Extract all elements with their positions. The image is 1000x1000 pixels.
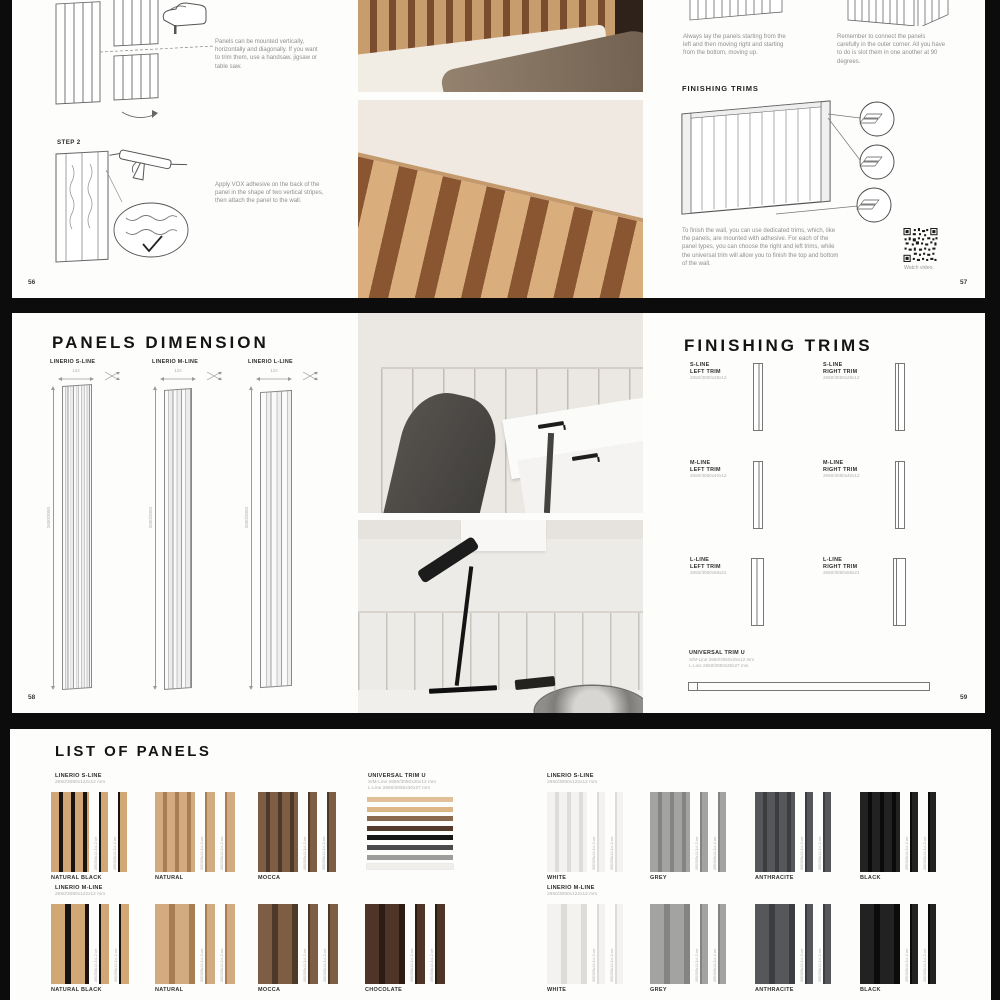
strip-caption: 265/305x12.2x1.2 cm (303, 836, 307, 870)
panel-swatch (365, 904, 405, 984)
strip-caption: 265/305x12.2x1.2 cm (800, 836, 804, 870)
trim-strip-natural (367, 797, 453, 802)
height-dimension: 2650/3050 (148, 507, 153, 529)
swatch-group-natural-black (51, 792, 127, 881)
panel-swatch (155, 904, 195, 984)
finishing-trims-subheading: FINISHING TRIMS (682, 84, 759, 93)
trim-side: LEFT TRIM (690, 563, 721, 570)
universal-trim-dims-1: S/M-Line 2650/3050x25x12 mm (368, 780, 436, 785)
swatch-group-chocolate-m (365, 904, 445, 993)
trim-dims: 2650/3050x56x21 (823, 570, 860, 576)
panel-strip (805, 792, 813, 872)
trim-line: M-LINE (690, 460, 711, 466)
panel-strip (225, 792, 235, 872)
panel-swatch (547, 904, 587, 984)
swatch-group-anthracite (755, 792, 831, 881)
width-dimension: 122 (270, 368, 278, 373)
trim-strip-black (367, 835, 453, 840)
dimension-column-s-line (46, 359, 136, 709)
trim-side: RIGHT TRIM (823, 368, 858, 375)
strip-caption: 265/305x12.2x1.2 cm (905, 948, 909, 982)
panel-swatch (860, 792, 900, 872)
swatch-group-white (547, 792, 623, 881)
qr-caption: Watch video. (904, 265, 934, 271)
strip-caption: 265/305x12.2x1.2 cm (818, 948, 822, 982)
strip-caption: 265/305x12.2x1.2 cm (695, 836, 699, 870)
trim-dims: 2650/3050x28x12 (823, 375, 860, 381)
panel-strip (119, 904, 129, 984)
panel-name: LINERIO L-LINE (248, 359, 293, 365)
strip-caption: 265/305x12.2x1.2 cm (610, 836, 614, 870)
mounting-note: Panels can be mounted vertically, horizontally and diagonally. If you want to trim them, use a handsaw, jigsaw or table saw. (215, 39, 318, 70)
panel-strip (928, 792, 936, 872)
height-dimension-line (53, 389, 54, 687)
swatch-label: ANTHRACITE (755, 875, 794, 881)
swatch-label: GREY (650, 987, 667, 993)
swatch-label: ANTHRACITE (755, 987, 794, 993)
panel-swatch (258, 792, 298, 872)
panel-swatch (51, 792, 89, 872)
panel-strip (308, 792, 317, 872)
panel-drawing-m-line (164, 388, 192, 690)
strip-caption: 265/305x12.2x1.2 cm (610, 948, 614, 982)
adhesive-note: Apply VOX adhesive on the back of the panel in the shape of two vertical stripes, then attach the panel to the wall. (215, 182, 324, 205)
panel-strip (597, 904, 605, 984)
universal-trim-label: UNIVERSAL TRIM U (368, 773, 426, 779)
strip-caption: 265/305x12.2x1.2 cm (323, 948, 327, 982)
panel-strip (700, 904, 708, 984)
swatch-label: WHITE (547, 875, 567, 881)
swatch-label: MOCCA (258, 987, 281, 993)
trim-line: L-LINE (690, 557, 710, 563)
trim-drawing-s-right (895, 363, 905, 431)
panel-swatch (650, 904, 690, 984)
panel-strip (700, 792, 708, 872)
panel-drawing-s-line (62, 384, 92, 690)
width-arrow (160, 376, 196, 382)
panel-swatch (860, 904, 900, 984)
trim-strip-white (367, 864, 453, 869)
section-s-line-wood: LINERIO S-LINE (55, 773, 102, 779)
cut-direction-icon (104, 370, 120, 382)
swatch-group-grey (650, 792, 726, 881)
height-dimension-line (155, 389, 156, 687)
panel-strip (99, 792, 108, 872)
panel-strip (615, 792, 623, 872)
section-dims: 2650/3050x122x12 mm (547, 892, 598, 897)
trim-line: S-LINE (823, 362, 843, 368)
qr-code (902, 228, 939, 262)
list-of-panels-title: LIST OF PANELS (55, 743, 212, 760)
trim-dims: 2650/3050x40x12 (690, 473, 727, 479)
panel-strip (718, 792, 726, 872)
panel-strip (225, 904, 235, 984)
finishing-note: To finish the wall, you can use dedicated trims, which, like the panels, are mounted with adhesive. For each of the panel types, you can choose the right and left trims, while the universal trim will allow you to finish the top and bottom of the wall. (682, 228, 839, 267)
trim-entry-m-right (823, 460, 895, 480)
universal-trim-dims-1: S/M-Line 2650/3050x25x12 mm (689, 657, 755, 662)
panel-cutting-illustration (42, 0, 232, 130)
panel-strip (597, 792, 605, 872)
strip-caption: 265/305x12.2x1.2 cm (220, 948, 224, 982)
swatch-label: GREY (650, 875, 667, 881)
section-s-line-solid: LINERIO S-LINE (547, 773, 594, 779)
trim-side: RIGHT TRIM (823, 466, 858, 473)
trim-drawing-m-right (895, 461, 905, 529)
swatch-label: BLACK (860, 987, 881, 993)
trim-dims: 2650/3050x56x21 (690, 570, 727, 576)
page-number-56: 56 (28, 279, 36, 286)
panel-strip (823, 792, 831, 872)
step-2-label: STEP 2 (57, 139, 81, 146)
height-dimension: 2650/3050 (46, 507, 51, 529)
adhesive-application-illustration (46, 148, 206, 273)
strip-caption: 265/305x12.2x1.2 cm (94, 948, 98, 982)
panel-strip (205, 904, 215, 984)
page-number-57: 57 (960, 279, 968, 286)
trim-drawing-s-left (753, 363, 763, 431)
width-arrow (256, 376, 292, 382)
strip-caption: 265/305x12.2x1.2 cm (905, 836, 909, 870)
panel-swatch (755, 904, 795, 984)
trim-drawing-l-right (893, 558, 906, 626)
trim-strip-natural-black (367, 807, 453, 812)
strip-caption: 265/305x12.2x1.2 cm (94, 836, 98, 870)
panel-strip (910, 904, 918, 984)
strip-caption: 265/305x12.2x1.2 cm (200, 948, 204, 982)
strip-caption: 265/305x12.2x1.2 cm (695, 948, 699, 982)
panel-swatch (547, 792, 587, 872)
panel-name: LINERIO S-LINE (50, 359, 96, 365)
swatch-group-black (860, 792, 936, 881)
trim-drawing-m-left (753, 461, 763, 529)
panel-swatch (650, 792, 690, 872)
swatch-label: BLACK (860, 875, 881, 881)
spread-list-of-panels (10, 729, 991, 1000)
swatch-group-white-m (547, 904, 623, 993)
panel-strip (718, 904, 726, 984)
section-dims: 2650/3050x122x12 mm (547, 780, 598, 785)
swatch-label: NATURAL BLACK (51, 875, 102, 881)
spread-pages-56-57 (12, 0, 985, 298)
trim-dims: 2650/3050x28x12 (690, 375, 727, 381)
swatch-label: MOCCA (258, 875, 281, 881)
panel-name: LINERIO M-LINE (152, 359, 199, 365)
panel-strip (118, 792, 127, 872)
swatch-group-mocca (258, 792, 336, 881)
trim-strip-chocolate (367, 826, 453, 831)
finishing-trims-title: FINISHING TRIMS (684, 336, 873, 355)
office-chair-photo (358, 313, 643, 513)
swatch-label: NATURAL (155, 875, 184, 881)
width-arrow (58, 376, 94, 382)
panel-strip (328, 904, 338, 984)
height-dimension: 2650/3050 (244, 507, 249, 529)
strip-caption: 265/305x12.2x1.2 cm (220, 836, 224, 870)
corner-note: Remember to connect the panels carefully in the outer corner. All you have to do is slot them in one another at 90 degrees. (837, 34, 946, 65)
universal-trim-color-strips (367, 797, 453, 874)
strip-caption: 265/305x12.2x1.2 cm (713, 836, 717, 870)
dimension-column-l-line (244, 359, 334, 709)
strip-caption: 265/305x12.2x1.2 cm (923, 948, 927, 982)
trim-entry-s-right (823, 362, 895, 382)
strip-caption: 265/305x12.2x1.2 cm (713, 948, 717, 982)
strip-caption: 265/305x12.2x1.2 cm (592, 836, 596, 870)
panel-strip (928, 904, 936, 984)
swatch-group-black-m (860, 904, 936, 993)
panel-strip (910, 792, 918, 872)
cut-direction-icon (206, 370, 222, 382)
page-number-58: 58 (28, 694, 36, 701)
trim-line: M-LINE (823, 460, 844, 466)
glue-gun-icon (106, 148, 187, 188)
desk-lamp-photo (358, 520, 643, 713)
swatch-group-grey-m (650, 904, 726, 993)
panel-swatch (155, 792, 195, 872)
section-dims: 2650/3050x122x12 mm (55, 892, 106, 897)
height-dimension-line (251, 389, 252, 687)
width-dimension: 122 (72, 368, 80, 373)
strip-caption: 265/305x12.2x1.2 cm (410, 948, 414, 982)
panel-swatch (51, 904, 89, 984)
universal-trim-dims-2: L-Line 2650/3050x30x27 mm (368, 786, 431, 791)
panel-swatch (755, 792, 795, 872)
swatch-group-anthracite-m (755, 904, 831, 993)
strip-caption: 265/305x12.2x1.2 cm (113, 836, 117, 870)
trims-wall-illustration (668, 92, 978, 227)
strip-caption: 265/305x12.2x1.2 cm (322, 836, 326, 870)
strip-caption: 265/305x12.2x1.2 cm (800, 948, 804, 982)
panel-strip (823, 904, 831, 984)
panel-swatch (258, 904, 298, 984)
strip-caption: 265/305x12.2x1.2 cm (430, 948, 434, 982)
section-dims: 2650/3050x122x12 mm (55, 780, 106, 785)
universal-trim-drawing (688, 682, 930, 691)
trim-entry-s-left (690, 362, 762, 382)
trim-drawing-l-left (751, 558, 764, 626)
section-m-line-wood: LINERIO M-LINE (55, 885, 103, 891)
dimension-column-m-line (148, 359, 238, 709)
swatch-group-natural (155, 792, 235, 881)
trim-dims: 2650/3050x40x12 (823, 473, 860, 479)
universal-trim-name: UNIVERSAL TRIM U (689, 650, 745, 656)
strip-caption: 265/305x12.2x1.2 cm (200, 836, 204, 870)
panel-strip (805, 904, 813, 984)
panel-strip (435, 904, 445, 984)
panel-strip (415, 904, 425, 984)
trim-side: LEFT TRIM (690, 368, 721, 375)
swatch-label: CHOCOLATE (365, 987, 403, 993)
trim-strip-grey (367, 855, 453, 860)
cut-direction-icon (302, 370, 318, 382)
trim-strip-mocca (367, 816, 453, 821)
swatch-group-natural-black-m (51, 904, 129, 993)
strip-caption: 265/305x12.2x1.2 cm (923, 836, 927, 870)
panel-laying-illustrations (672, 0, 982, 26)
panel-closeup-photo (358, 100, 643, 298)
spread-pages-58-59 (12, 313, 985, 713)
swatch-label: WHITE (547, 987, 567, 993)
photo-diagonal-slats (358, 136, 643, 298)
trim-strip-anthracite (367, 845, 453, 850)
swatch-group-mocca-m (258, 904, 338, 993)
panel-strip (205, 792, 215, 872)
trim-side: RIGHT TRIM (823, 563, 858, 570)
panel-strip (99, 904, 109, 984)
trim-line: L-LINE (823, 557, 843, 563)
width-dimension: 122 (174, 368, 182, 373)
swatch-label: NATURAL (155, 987, 184, 993)
trim-entry-m-left (690, 460, 762, 480)
trim-entry-l-right (823, 557, 895, 577)
panels-dimension-title: PANELS DIMENSION (52, 333, 269, 352)
swatch-label: NATURAL BLACK (51, 987, 102, 993)
strip-caption: 265/305x12.2x1.2 cm (303, 948, 307, 982)
strip-caption: 265/305x12.2x1.2 cm (592, 948, 596, 982)
panel-strip (615, 904, 623, 984)
trim-side: LEFT TRIM (690, 466, 721, 473)
photo-panel-wall (358, 611, 643, 696)
jigsaw-icon (163, 3, 206, 34)
swatch-group-natural-m (155, 904, 235, 993)
panel-strip (308, 904, 318, 984)
panel-strip (327, 792, 336, 872)
universal-trim-dims-2: L-Line 2650/3050x30x27 mm (689, 663, 749, 668)
bedroom-panels-photo (358, 0, 643, 92)
panel-drawing-l-line (260, 390, 292, 688)
strip-caption: 265/305x12.2x1.2 cm (818, 836, 822, 870)
trim-line: S-LINE (690, 362, 710, 368)
laying-note: Always lay the panels starting from the left and then moving right and starting from the bottom, moving up. (683, 34, 786, 57)
strip-caption: 265/305x12.2x1.2 cm (114, 948, 118, 982)
section-m-line-solid: LINERIO M-LINE (547, 885, 595, 891)
page-number-59: 59 (960, 694, 968, 701)
